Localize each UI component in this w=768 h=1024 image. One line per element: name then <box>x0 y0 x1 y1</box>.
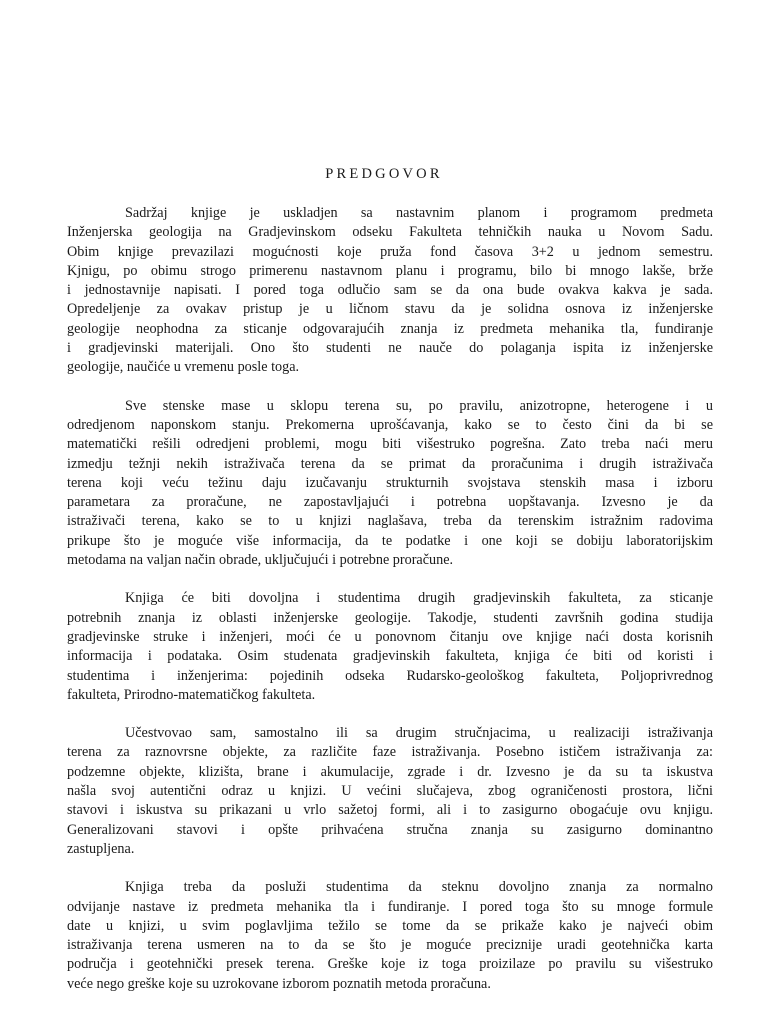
text-line: istraživači terena, kako se to u knjizi naglašava, treba da terenskim istražnim radovima <box>67 513 713 530</box>
text-line: Inženjerska geologija na Gradjevinskom odseku Fakulteta tehničkih nauka u Novom Sadu. <box>67 224 713 241</box>
text-line: geologije neophodna za sticanje odgovarajućih znanja iz predmeta mehanika tla, fundiranje <box>67 320 713 337</box>
text-line: terena za raznovrsne objekte, za različite faze istraživanja. Posebno ističem istraživanja za: <box>67 744 713 761</box>
text-line: Sve stenske mase u sklopu terena su, po pravilu, anizotropne, heterogene i u <box>125 397 713 414</box>
paragraph-1 <box>67 204 713 378</box>
text-line: i jednostavnije napisati. I pored toga odlučio sam se da ona bude ovakva kakva je sada. <box>67 282 713 299</box>
text-line: podzemne objekte, klizišta, brane i akumulacije, zgrade i dr. Izvesno je da su ta iskustva <box>67 763 713 780</box>
text-line: Knjiga treba da posluži studentima da steknu dovoljno znanja za normalno <box>125 879 713 896</box>
text-line: prikupe što je moguće više informacija, da te podatke i one koji se dobiju laboratorijskim <box>67 532 713 549</box>
text-line: našla svoj autentični odraz u knjizi. U većini slučajeva, zbog ograničenosti prostora, lični <box>67 783 713 800</box>
text-line: Generalizovani stavovi i opšte prihvaćena stručna znanja su zasigurno dominantno <box>67 821 713 838</box>
text-line: fakulteta, Prirodno-matematičkog fakulteta. <box>67 686 316 703</box>
text-line: Opredeljenje za ovakav pristup je u ličnom stavu da je solidna osnova iz inženjerske <box>67 301 713 318</box>
text-line: studentima i inženjerima: pojedinih odseka Rudarsko-geološkog fakulteta, Poljoprivrednog <box>67 667 713 684</box>
text-line: informacija i podataka. Osim studenata gradjevinskih fakulteta, knjiga će biti od koristi i <box>67 648 713 665</box>
text-line: stavovi i iskustva su prikazani u vrlo sažetoj formi, ali i to zasigurno obogaćuje ovu knjigu. <box>67 802 713 819</box>
page-title: PREDGOVOR <box>325 166 443 182</box>
paragraph-5 <box>67 878 713 994</box>
text-line: matematički rešili odredjeni problemi, mogu biti višestruko pogrešna. Zato treba naći meru <box>67 436 713 453</box>
text-line: terena koji veću težinu daju izučavanju strukturnih svojstava stenskih masa i izboru <box>67 474 713 491</box>
text-line: Učestvovao sam, samostalno ili sa drugim stručnjacima, u realizaciji istraživanja <box>125 725 713 742</box>
paragraph-3 <box>67 589 713 705</box>
text-line: parametara za proračune, ne zapostavljajući i potrebna uopštavanja. Izvesno je da <box>67 494 713 511</box>
text-line: potrebnih znanja iz oblasti inženjerske geologije. Takodje, studenti završnih godina studija <box>67 609 713 626</box>
text-line: Kjnigu, po obimu strogo primerenu nastavnom planu i programu, bilo bi mnogo lakše, brže <box>67 262 713 279</box>
text-line: i gradjevinski materijali. Ono što studenti ne nauče do polaganja ispita iz inženjerske <box>67 340 713 357</box>
text-line: izmedju težnji nekih istraživača terena da se primat da proračunima i drugih istraživača <box>67 455 713 472</box>
text-line: istraživanja terena usmeren na to da se što je moguće preciznije uradi geotehnička karta <box>67 937 713 954</box>
text-line: Sadržaj knjige je uskladjen sa nastavnim planom i programom predmeta <box>125 205 713 221</box>
text-line: gradjevinske struke i inženjeri, moći će u ponovnom čitanju ove knjige naći dosta korisnih <box>67 628 713 645</box>
text-line: odvijanje nastave iz predmeta mehanika tla i fundiranje. I pored toga što su mnoge formule <box>67 898 713 915</box>
document-body <box>67 204 713 1013</box>
text-line: metodama na valjan način obrade, uključujući i potrebne proračune. <box>67 552 454 569</box>
text-line: područja i geotehnički presek terena. Greške koje iz toga proizilaze po pravilu su višestruko <box>67 956 713 973</box>
text-line: zastupljena. <box>67 840 135 857</box>
text-line: date u knjizi, u svim poglavljima težilo se tome da se prikaže kako je najveći obim <box>67 917 713 934</box>
paragraph-2 <box>67 397 713 571</box>
paragraph-4 <box>67 724 713 859</box>
text-line: odredjenom naponskom stanju. Prekomerna uprošćavanja, kako se to često čini da bi se <box>67 416 713 433</box>
text-line: veće nego greške koje su uzrokovane izborom poznatih metoda proračuna. <box>67 975 491 992</box>
text-line: geologije, naučiće u vremenu posle toga. <box>67 359 300 376</box>
text-line: Knjiga će biti dovoljna i studentima drugih gradjevinskih fakulteta, za sticanje <box>125 590 713 607</box>
text-line: Obim knjige prevazilazi mogućnosti koje pruža fond časova 3+2 u jednom semestru. <box>67 243 713 260</box>
